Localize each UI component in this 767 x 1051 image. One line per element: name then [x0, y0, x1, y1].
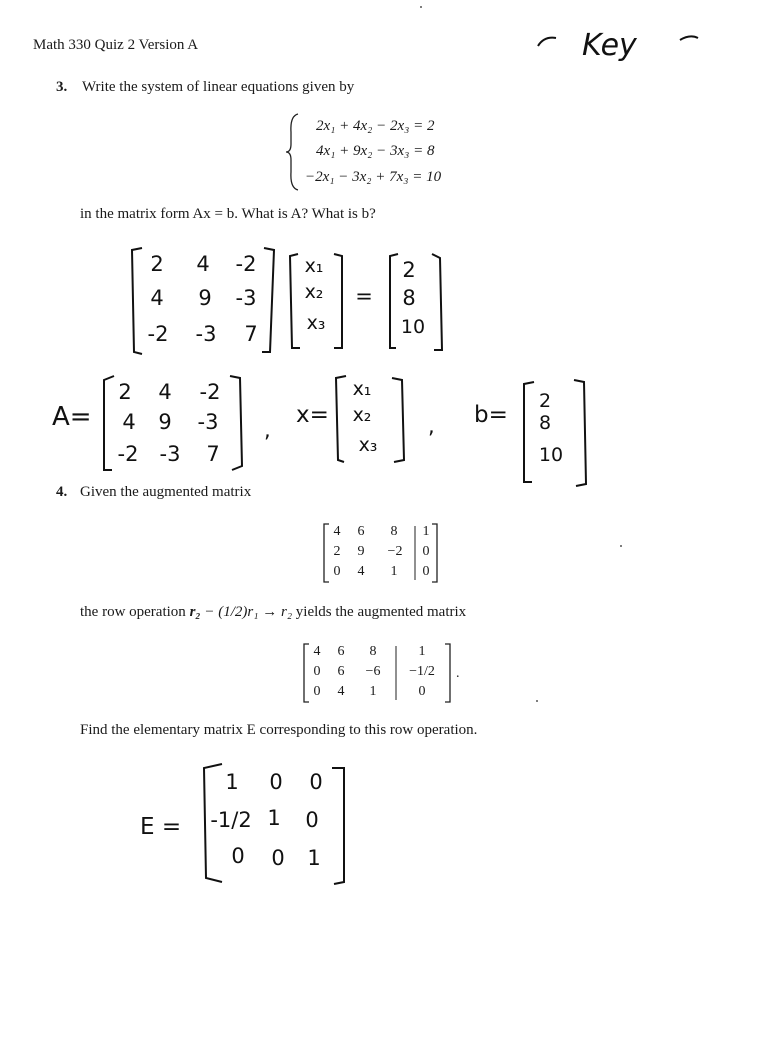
- q4-prompt: Given the augmented matrix: [80, 484, 252, 500]
- E-r1c1: 1: [225, 770, 239, 794]
- sysA-r1c1: 2: [150, 252, 164, 276]
- defA-r1c2: 4: [158, 380, 172, 404]
- row-operation-sentence: [80, 604, 466, 621]
- E-r3c2: 0: [271, 846, 285, 870]
- aug2-r2c1: 0: [313, 664, 321, 679]
- def-b-label: b=: [474, 402, 508, 428]
- quiz-title: Math 330 Quiz 2 Version A: [33, 37, 199, 53]
- sysA-r3c2: -3: [195, 322, 217, 346]
- defx-r3: x₃: [358, 434, 378, 456]
- sysb-r1: 2: [402, 258, 416, 282]
- aug2-r3c2: 4: [337, 684, 345, 699]
- def-sep-2: ,: [428, 414, 435, 438]
- defA-r2c2: 9: [158, 410, 172, 434]
- row-op-target: r₂: [189, 604, 201, 620]
- sysA-r3c3: 7: [244, 322, 258, 346]
- def-A-label: A=: [52, 402, 92, 432]
- aug1-r2c3: −2: [387, 544, 403, 559]
- aug1-r1c4: 1: [422, 524, 430, 539]
- def-x-label: x=: [296, 402, 329, 428]
- q3-prompt: Write the system of linear equations given by: [82, 79, 355, 95]
- sys-equals: =: [355, 284, 373, 308]
- defx-r1: x₁: [352, 378, 372, 400]
- aug2-r1c4: 1: [418, 644, 426, 659]
- defA-r3c2: -3: [159, 442, 181, 466]
- aug2-r2c4: −1/2: [409, 664, 435, 679]
- row-op-prefix: the row operation: [80, 604, 186, 620]
- sysx-r2: x₂: [304, 281, 324, 303]
- aug2-trailing-period: .: [456, 666, 460, 681]
- aug1-r2c1: 2: [333, 544, 341, 559]
- defA-r3c1: -2: [117, 442, 139, 466]
- row-op-middle: − (1/2)r₁ →: [200, 604, 281, 620]
- defA-r1c1: 2: [118, 380, 132, 404]
- row-op-result: r₂: [280, 604, 293, 620]
- aug2-r3c1: 0: [313, 684, 321, 699]
- E-r2c1: -1/2: [210, 808, 252, 832]
- defb-r1: 2: [538, 390, 552, 412]
- sysA-r2c1: 4: [150, 286, 164, 310]
- q3-prompt2: in the matrix form Ax = b. What is A? What is b?: [80, 206, 376, 222]
- sysA-r1c2: 4: [196, 252, 210, 276]
- defA-r1c3: -2: [199, 380, 221, 404]
- sysb-r3: 10: [400, 316, 426, 338]
- sysA-r3c1: -2: [147, 322, 169, 346]
- aug1-r2c2: 9: [357, 544, 365, 559]
- def-sep-1: ,: [264, 418, 271, 442]
- defA-r2c1: 4: [122, 410, 136, 434]
- sysb-r2: 8: [402, 286, 416, 310]
- defx-r2: x₂: [352, 404, 372, 426]
- aug1-r1c1: 4: [333, 524, 341, 539]
- aug1-r3c3: 1: [390, 564, 398, 579]
- defb-r2: 8: [538, 412, 552, 434]
- sysx-r1: x₁: [304, 255, 324, 277]
- aug2-r3c3: 1: [369, 684, 377, 699]
- defb-r3: 10: [538, 444, 564, 466]
- key-text: Key: [582, 28, 637, 63]
- aug2-r2c2: 6: [337, 664, 345, 679]
- defA-r2c3: -3: [197, 410, 219, 434]
- E-r3c3: 1: [307, 846, 321, 870]
- key-mark: [530, 24, 700, 84]
- aug2-r1c3: 8: [369, 644, 377, 659]
- aug1-r1c2: 6: [357, 524, 365, 539]
- row-op-suffix: yields the augmented matrix: [292, 604, 467, 620]
- aug1-r3c2: 4: [357, 564, 365, 579]
- aug1-r1c3: 8: [390, 524, 398, 539]
- aug1-r3c1: 0: [333, 564, 341, 579]
- E-r1c2: 0: [269, 770, 283, 794]
- q3-number: 3.: [56, 79, 68, 95]
- aug2-r1c2: 6: [337, 644, 345, 659]
- scan-speck: [420, 6, 422, 8]
- E-label: E =: [140, 814, 182, 840]
- q4-prompt3: Find the elementary matrix E corresponding to this row operation.: [80, 722, 478, 738]
- system-brace: [286, 112, 302, 192]
- sysA-r2c3: -3: [235, 286, 257, 310]
- E-r1c3: 0: [309, 770, 323, 794]
- equation-3: −2x₁ − 3x₂ + 7x₃ = 10: [305, 169, 442, 185]
- scan-speck: [536, 700, 538, 702]
- sysA-r2c2: 9: [198, 286, 212, 310]
- equation-2: 4x₁ + 9x₂ − 3x₃ = 8: [316, 143, 435, 159]
- scan-speck: [620, 545, 622, 547]
- E-r2c2: 1: [267, 806, 281, 830]
- q4-number: 4.: [56, 484, 68, 500]
- aug2-r2c3: −6: [365, 664, 381, 679]
- defA-r3c3: 7: [206, 442, 220, 466]
- aug2-r1c1: 4: [313, 644, 321, 659]
- aug1-r3c4: 0: [422, 564, 430, 579]
- aug2-r3c4: 0: [418, 684, 426, 699]
- aug1-r2c4: 0: [422, 544, 430, 559]
- E-r3c1: 0: [231, 844, 245, 868]
- equation-1: 2x₁ + 4x₂ − 2x₃ = 2: [316, 118, 435, 134]
- sysA-r1c3: -2: [235, 252, 257, 276]
- E-r2c3: 0: [305, 808, 319, 832]
- sysx-r3: x₃: [306, 312, 326, 334]
